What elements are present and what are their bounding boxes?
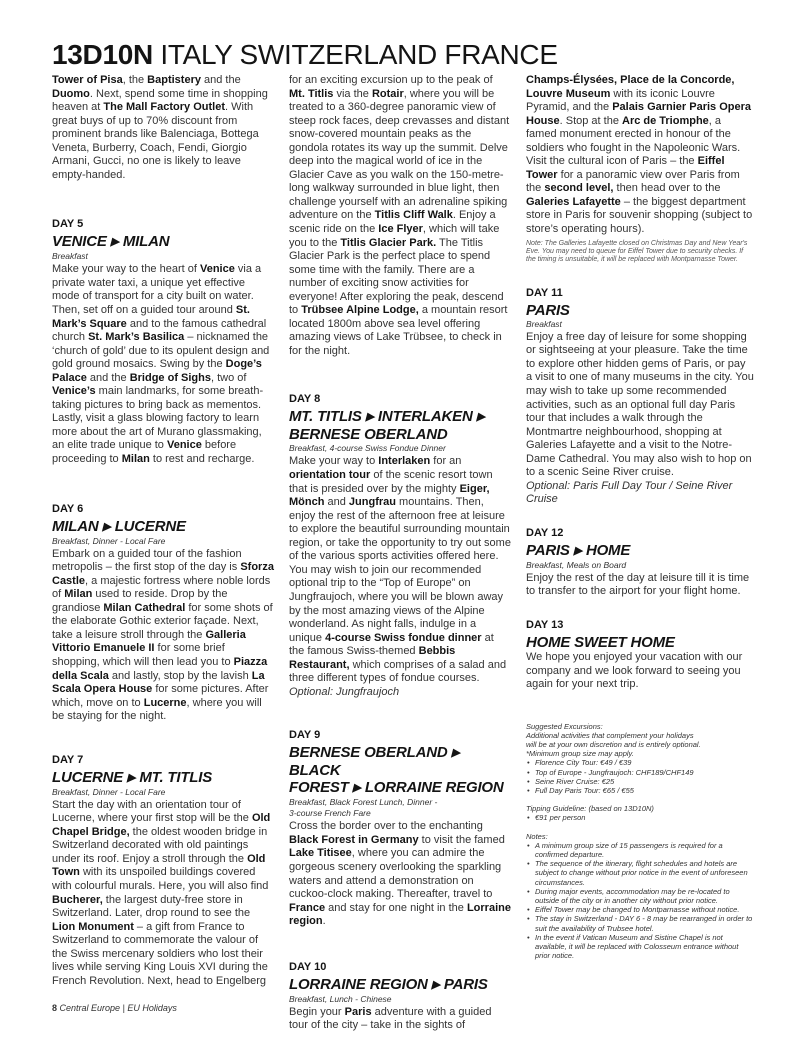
arrow-right-icon: ▶ (573, 544, 582, 557)
day-title: VENICE ▶ MILAN (52, 233, 170, 251)
intro-paragraph: Tower of Pisa, the Baptistery and the Duomo. Next, spend some time in shopping heaven at The Mall Factory Outlet. With great buys of up to 70% discount from prominent brands like Balenciaga, Bottega Veneta, Burberry, Coach, Fendi, Giorgio Armani, Gucci, no one is likely to leave empty-handed. (52, 74, 268, 181)
day-description: Embark on a guided tour of the fashion metropolis – the first stop of the day is Sforza Castle, a majestic fortress where noble lords of Milan used to reside. Drop by the grandiose Milan Cathedral for some shots of the elaborate Gothic exterior façade. Next, take a leisure stroll through the Galleria Vittorio Emanuele II for some brief shopping, which will then lead you to Piazza della Scala and lastly, stop by the lavish La Scala Opera House for some pictures. After which, move on to Lucerne, where you will be staying for the night. (52, 547, 274, 723)
day-description: Make your way to the heart of Venice via a private water taxi, a unique yet effective mode of transport for a city built on water. Then, set off on a guided tour around St. Mark’s Square and to the famous cathedral church St. Mark’s Basilica – nicknamed the ‘church of gold’ due to its opulent design and gold ground mosaics. Swing by the Doge’s Palace and the Bridge of Sighs, two of Venice’s main landmarks, for some breath-taking pictures to bring back as mementos. Lastly, visit a glass blowing factory to learn more about the art of Murano glassmaking, an elite trade unique to Venice before proceeding to Milan to rest and recharge. (52, 263, 270, 466)
arrow-right-icon: ▶ (127, 771, 136, 784)
list-item: • A minimum group size of 15 passengers is required for a confirmed departure. (535, 841, 754, 859)
day-number: DAY 6 (52, 502, 84, 515)
list-item: • The sequence of the itinerary, flight schedules and hotels are subject to change without prior notice in the event of unforeseen circumstances. (535, 859, 754, 887)
column-1 (52, 74, 274, 988)
page-number: 8 (52, 1003, 58, 1013)
day-number: DAY 12 (526, 526, 564, 539)
day-title: PARIS ▶ HOME (526, 541, 631, 559)
day-title: BERNESE OBERLAND ▶ BLACK FOREST ▶ LORRAINE REGION (289, 744, 504, 797)
list-item: • During major events, accommodation may be re-located to outside of the city or in another city without prior notice. (535, 887, 754, 905)
day-number: DAY 8 (289, 393, 321, 406)
day-title: LUCERNE ▶ MT. TITLIS (52, 768, 213, 786)
day-10-continued: Champs-Élysées, Place de la Concorde, Louvre Museum with its iconic Louvre Pyramid, and the Palais Garnier Paris Opera House. Stop at the Arc de Triomphe, a famed monument erected in honour of the soldiers who fought in the Napoleonic Wars. Visit the cultural icon of Paris – the Eiffel Tower for a panoramic view over Paris from the second level, then head over to the Galeries Lafayette – the biggest department store in Paris for souvenir shopping (subject to store’s operating hours). (526, 74, 753, 236)
list-item: • Top of Europe - Jungfraujoch: CHF189/CHF149 (535, 768, 754, 777)
meals: Breakfast (526, 318, 562, 329)
meals: Breakfast, 4-course Swiss Fondue Dinner (289, 443, 446, 454)
day-title: LORRAINE REGION ▶ PARIS (289, 975, 488, 993)
day-description: Begin your Paris adventure with a guided tour of the city – take in the sights of (289, 1005, 492, 1032)
day-number: DAY 11 (526, 286, 563, 299)
arrow-right-icon: ▶ (451, 747, 460, 760)
day-description: Make your way to Interlaken for an orientation tour of the scenic resort town that is presided over by the mighty Eiger, Mönch and Jungfrau mountains. Then, enjoy the rest of the afternoon free at leisure to explore the beautiful surrounding mountain region, or take the opportunity to try out some of the various sports activities offered here. You may wish to join our recommended optional trip to the “Top of Europe” on Jungfraujoch, where you will be blown away by the most amazing views of the Alpine wonderland. As night falls, indulge in a unique 4-course Swiss fondue dinner at the famous Swiss-themed Bebbis Restaurant, which comprises of a salad and three different types of fondue courses. (289, 455, 511, 685)
meals: Breakfast, Dinner - Local Fare (52, 535, 166, 546)
arrow-right-icon: ▶ (476, 411, 485, 424)
page-footer: 8 Central Europe | EU Holidays (52, 1003, 177, 1013)
list-item: • Florence City Tour: €49 / €39 (535, 758, 754, 767)
arrow-right-icon: ▶ (365, 411, 374, 424)
optional-activity: Optional: Paris Full Day Tour / Seine River Cruise (526, 479, 733, 506)
arrow-right-icon: ▶ (352, 782, 361, 795)
day-13 (526, 619, 754, 692)
day-description: Cross the border over to the enchanting Black Forest in Germany to visit the famed Lake Titisee, where you can admire the gorgeous scenery overlooking the sparkling waters and attend a demonstration on cuckoo-clock making. Thereafter, travel to France and stay for one night in the Lorraine region. (289, 820, 511, 928)
day-title: HOME SWEET HOME (526, 633, 675, 651)
day-6 (52, 503, 274, 724)
tipping-guideline: Tipping Guideline: (based on 13D10N) • €91 per person (526, 804, 754, 822)
arrow-right-icon: ▶ (431, 978, 440, 991)
day-9 (289, 729, 511, 928)
day-12 (526, 527, 754, 599)
meals: Breakfast, Lunch - Chinese (289, 993, 392, 1004)
list-item: • €91 per person (535, 813, 754, 822)
day-8 (289, 393, 511, 699)
optional-activity: Optional: Jungfraujoch (289, 685, 400, 698)
meals: Breakfast (52, 251, 88, 262)
day-number: DAY 13 (526, 618, 564, 631)
arrow-right-icon: ▶ (102, 520, 111, 533)
list-item: • In the event if Vatican Museum and Sistine Chapel is not available, it will be replaced with Colosseum entrance without prior notice. (535, 933, 754, 961)
page-title: 13D10N ITALY SWITZERLAND FRANCE (52, 39, 558, 70)
meals: Breakfast, Meals on Board (526, 559, 627, 570)
day-7-continued: for an exciting excursion up to the peak of Mt. Titlis via the Rotair, where you will be treated to a 360-degree panoramic view of steep rock faces, deep crevasses and distant snow-covered mountain peaks as the gondola rotates its way up the summit. Delve deep into the magical world of ice in the Glacier Cave as you walk on the 150-metre-long walkway surrounded in blue light, then challenge yourself with an adrenaline spiking adventure on the Titlis Cliff Walk. Enjoy a scenic ride on the Ice Flyer, which will take you to the Titlis Glacier Park. The Titlis Glacier Park is the perfect place to spend some time with the family. There are a number of exciting snow activities for everyone! After exploring the peak, descend to Trübsee Alpine Lodge, a mountain resort located 1800m above sea level offering amazing views of Lake Trübsee, to check in for the night. (289, 74, 510, 357)
day-title: PARIS (526, 301, 570, 319)
column-3 (526, 74, 754, 961)
day-5 (52, 218, 274, 466)
day-number: DAY 7 (52, 753, 84, 766)
arrow-right-icon: ▶ (110, 236, 119, 249)
meals: Breakfast, Dinner - Local Fare (52, 786, 166, 797)
day-title: MILAN ▶ LUCERNE (52, 517, 186, 535)
day-description: Start the day with an orientation tour of Lucerne, where your first stop will be the Old Chapel Bridge, the oldest wooden bridge in Switzerland decorated with old paintings under its roof. Enjoy a stroll through the Old Town with its unspoiled buildings covered with colourful murals. Here, you will also find Bucherer, the largest duty-free store in Switzerland. Later, drop round to see the Lion Monument – a gift from France to Switzerland to commemorate the valour of the Swiss mercenary soldiers who lost their lives while serving King Louis XVI during the French Revolution. Next, head to Engelberg (52, 798, 271, 987)
day-number: DAY 10 (289, 960, 327, 973)
list-item: • Eiffel Tower may be changed to Montparnasse without notice. (535, 905, 754, 914)
column-2 (289, 74, 511, 1033)
day-10 (289, 961, 511, 1033)
meals: Breakfast, Black Forest Lunch, Dinner - 3-course French Fare (289, 797, 438, 819)
day-description: We hope you enjoyed your vacation with our company and we look forward to seeing you again for your next trip. (526, 650, 743, 691)
day-number: DAY 9 (289, 729, 321, 742)
day-description: Enjoy the rest of the day at leisure till it is time to transfer to the airport for your flight home. (526, 571, 750, 598)
list-item: • Seine River Cruise: €25 (535, 777, 754, 786)
suggested-excursions: Suggested Excursions: Additional activities that complement your holidays will be at your own discretion and is entirely optional. *Minimum group size may apply. • Florence City Tour: €49 / €39 • Top of Europe - Jungfraujoch: CHF189/CHF149 • Seine River Cruise: €25 • Full Day Paris Tour: €65 / €55 Tipping Guideline: (based on 13D10N) • €91 per person Notes: • A minimum group size of 15 passengers is required for a confirmed departure. • The sequence of the itinerary, flight schedules and hotels are subject to change without prior notice in the event of unforeseen circumstances. • During major events, accommodation may be re-located to outside of the city or in another city without prior notice. • Eiffel Tower may be changed to Montparnasse without notice. • The stay in Switzerland - DAY 6 - 8 may be rearranged in order to suit the availability of Trubsee hotel. • In the event if Vatican Museum and Sistine Chapel is not available, it will be replaced with Colosseum entrance without prior notice. (526, 722, 754, 961)
day-description: Enjoy a free day of leisure for some shopping or sightseeing at your pleasure. Take the time to explore other hidden gems of Paris, or pay a visit to one of many museums in the city. You may wish to take up some recommended activities, such as an optional full day Paris tour that includes a walk through the Montmartre neighbourhood, shopping at Galeries Lafayette and a visit to the Notre-Dame Cathedral. You may also wish to hop on to a scenic Seine River cruise. (526, 330, 754, 479)
day-7 (52, 754, 274, 989)
list-item: • The stay in Switzerland - DAY 6 - 8 may be rearranged in order to suit the availability of Trubsee hotel. (535, 914, 754, 932)
notes: Notes: • A minimum group size of 15 passengers is required for a confirmed departure. • The sequence of the itinerary, flight schedules and hotels are subject to change without prior notice in the event of unforeseen circumstances. • During major events, accommodation may be re-located to outside of the city or in another city without prior notice. • Eiffel Tower may be changed to Montparnasse without notice. • The stay in Switzerland - DAY 6 - 8 may be rearranged in order to suit the availability of Trubsee hotel. • In the event if Vatican Museum and Sistine Chapel is not available, it will be replaced with Colosseum entrance without prior notice. (526, 832, 754, 961)
day-10-note: Note: The Galleries Lafayette closed on Christmas Day and New Year's Eve. You may need to queue for Eiffel Tower due to security checks. If the timing is unsuitable, it will be replaced with Montparnasse Tower. (526, 239, 748, 264)
day-title: MT. TITLIS ▶ INTERLAKEN ▶ BERNESE OBERLAND (289, 408, 485, 444)
list-item: • Full Day Paris Tour: €65 / €55 (535, 786, 754, 795)
day-11 (526, 287, 754, 507)
day-number: DAY 5 (52, 218, 84, 231)
